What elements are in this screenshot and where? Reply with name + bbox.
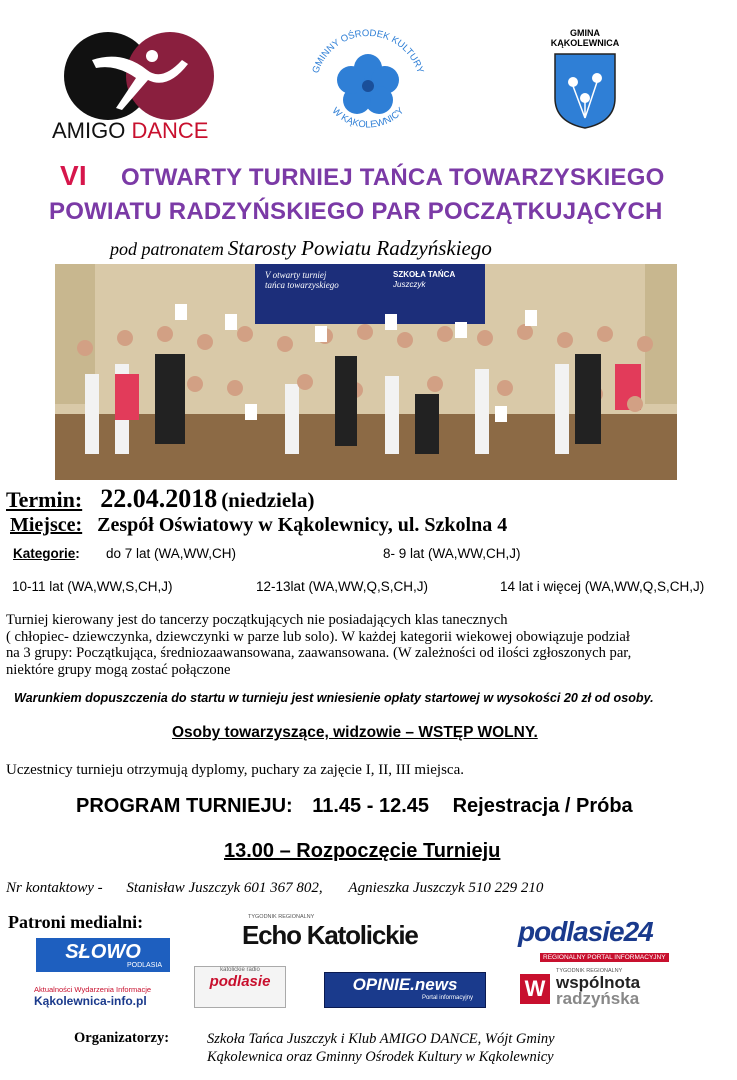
description-line-1: Turniej kierowany jest do tancerzy początkujących nie posiadających klas tanecznych [6,612,508,628]
podlasie24-text: podlasie24 [518,916,653,947]
banner-text-1: V otwarty turniej [265,270,327,280]
banner-text-2: tańca towarzyskiego [265,280,339,290]
contact-person-1: Stanisław Juszczyk 601 367 802, [126,880,323,896]
description-line-3: na 3 grupy: Początkująca, średniozaawansowana, zaawansowana. (W zależności od ilości zgłoszonych par, [6,645,632,661]
organizers-label: Organizatorzy: [74,1030,170,1046]
description-line-4: niektóre grupy mogą zostać połączone [6,661,231,678]
program-time: 11.45 - 12.45 [312,795,430,817]
gok-arc-bottom: W KĄKOLEWNICY [329,105,407,131]
w-icon: W [520,974,550,1004]
slowo-sub: PODLASIA [126,961,162,969]
coat-of-arms-icon [553,52,617,130]
awards-text: Uczestnicy turnieju otrzymują dyplomy, puchary za zajęcie I, II, III miejsca. [6,762,464,778]
echo-katolickie-logo [242,914,437,951]
category-0: do 7 lat (WA,WW,CH) [106,546,237,561]
fee-notice: Warunkiem dopuszczenia do startu w turnieju jest wniesienie opłaty startowej w wysokości 20 zł od osoby. [14,691,654,705]
gmina-crest [540,28,630,138]
banner-school-name: Juszczyk [393,280,426,289]
termin-day: (niedziela) [221,488,315,512]
podlasie24-sub: REGIONALNY PORTAL INFORMACYJNY [540,953,669,962]
group-photo [55,264,677,480]
banner-school: SZKOŁA TAŃCA [393,270,456,279]
kakolewnica-info-logo [34,985,174,1008]
program-label: PROGRAM TURNIEJU: [76,795,293,817]
wspolnota-text-1: wspólnota [556,973,641,992]
podlasie24-logo [518,918,678,964]
program-start: 13.00 – Rozpoczęcie Turnieju [224,840,501,862]
wspolnota-text-2: radzyńska [556,989,640,1008]
radio-podlasie-logo [194,966,286,1008]
opinie-sub: Portal informacyjny [421,995,473,1001]
opinie-text: OPINIE.news [352,975,458,994]
radio-top: katolickie radio [220,967,260,973]
slowo-text: SŁOWO [65,940,141,963]
contact-person-2: Agnieszka Juszczyk 510 229 210 [348,880,544,896]
organizers-line-2: Kąkolewnica oraz Gminny Ośrodek Kultury w Kąkolewnicy [207,1049,554,1065]
category-1: 8- 9 lat (WA,WW,CH,J) [383,546,521,561]
patronage-prefix: pod patronatem [110,239,224,259]
description-line-2: ( chłopiec- dziewczynka, dziewczynki w parze lub solo). W każdej kategorii wiekowej obowiązuje podział [6,628,630,645]
termin-label: Termin: [6,487,83,512]
wspolnota-radzynska-logo [520,968,660,1008]
category-3: 12-13lat (WA,WW,Q,S,CH,J) [256,579,429,594]
edition-number: VI [60,160,87,191]
echo-text: Echo Katolickie [242,920,418,950]
title-line-2: POWIATU RADZYŃSKIEGO PAR POCZĄTKUJĄCYCH [49,198,663,225]
amigo-text: AMIGO [52,118,126,143]
radio-text: podlasie [209,973,271,990]
miejsce-label: Miejsce: [10,514,83,536]
gmina-label: GMINA [570,28,600,38]
wspolnota-top: TYGODNIK REGIONALNY [556,968,623,974]
contact-label: Nr kontaktowy - [6,880,103,896]
opinie-news-logo [324,972,486,1008]
patronage [110,236,492,261]
category-4: 14 lat i więcej (WA,WW,Q,S,CH,J) [500,579,705,594]
organizers-line-1: Szkoła Tańca Juszczyk i Klub AMIGO DANCE, Wójt Gminy [207,1031,555,1047]
gok-logo [298,22,438,140]
kategorie-label: Kategorie [13,546,76,561]
dancers-icon [52,30,227,120]
patrons-label: Patroni medialni: [8,912,144,932]
info-top: Aktualności Wydarzenia Informacje [34,985,152,994]
program-event: Rejestracja / Próba [452,795,633,817]
patronage-name: Starosty Powiatu Radzyńskiego [227,236,492,260]
entry-notice: Osoby towarzyszące, widzowie – WSTĘP WOLNY. [172,724,538,741]
slowo-podlasia-logo [36,938,170,972]
flower-icon [337,54,399,114]
amigo-dance-logo [52,30,227,145]
dance-text: DANCE [131,118,209,143]
miejsce-value: Zespół Oświatowy w Kąkolewnicy, ul. Szkolna 4 [97,514,508,536]
title-line-1: OTWARTY TURNIEJ TAŃCA TOWARZYSKIEGO [121,164,665,191]
kategorie-colon: : [75,546,80,561]
gmina-name: KĄKOLEWNICA [550,38,620,48]
category-2: 10-11 lat (WA,WW,S,CH,J) [12,579,173,594]
echo-top: TYGODNIK REGIONALNY [248,914,315,920]
info-text: Kąkolewnica-info.pl [34,994,147,1008]
termin-date: 22.04.2018 [100,484,218,513]
gok-arc-top: GMINNY OŚRODEK KULTURY [310,27,426,75]
